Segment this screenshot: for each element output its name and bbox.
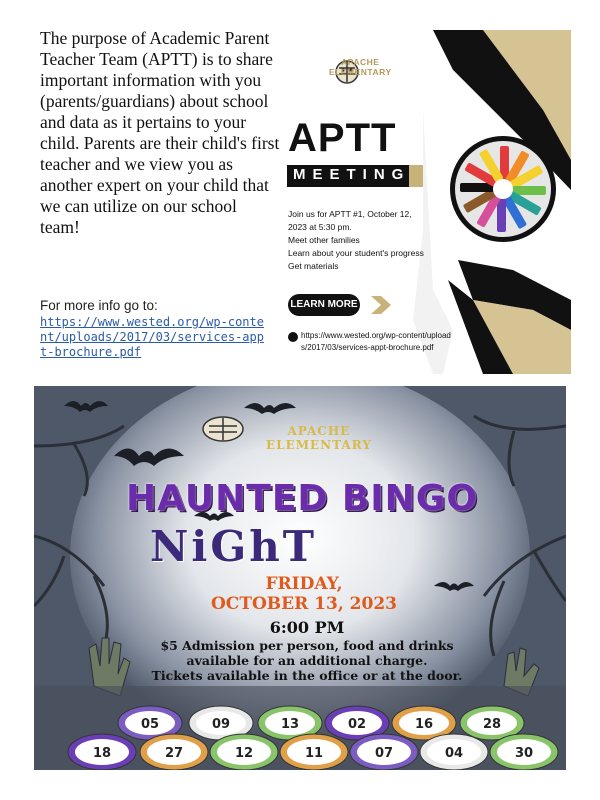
globe-icon	[288, 332, 298, 342]
aptt-school-name	[329, 57, 392, 77]
event-day: FRIDAY,	[265, 574, 343, 594]
bingo-ball	[140, 734, 208, 770]
meeting-detail-materials: Get materials	[288, 261, 339, 271]
more-info-section	[40, 298, 270, 360]
bingo-ball-number: 28	[482, 717, 502, 732]
bingo-ball-number: 27	[164, 746, 184, 761]
brochure-link[interactable]: https://www.wested.org/wp-content/uploads/2017/03/services-appt-brochure.pdf	[40, 315, 264, 359]
bingo-ball-number: 18	[92, 746, 112, 761]
bingo-ball-number: 11	[304, 746, 324, 761]
bingo-ball-number: 07	[374, 746, 394, 761]
meeting-subtitle: MEETING	[293, 166, 411, 183]
bingo-ball-number: 30	[514, 746, 534, 761]
bingo-ball-number: 13	[280, 717, 300, 732]
flyer-website-link[interactable]: https://www.wested.org/wp-content/uploads/2017/03/services-appt-brochure.pdf	[301, 331, 451, 352]
bingo-ball	[490, 734, 558, 770]
haunted-bingo-title: HAUNTED BINGO	[126, 478, 478, 519]
crayon-circle-image	[448, 134, 558, 244]
school-name-line1: APACHE	[341, 57, 380, 67]
bingo-ball-number: 02	[347, 717, 367, 732]
meeting-details	[288, 208, 428, 273]
learn-more-button[interactable]: LEARN MORE	[288, 294, 360, 316]
meeting-detail-families: Meet other families	[288, 235, 360, 245]
bingo-ball	[420, 734, 488, 770]
tickets-text: Tickets available in the office or at the door.	[151, 668, 463, 683]
haunted-bingo-flyer	[34, 386, 566, 770]
more-info-label: For more info go to:	[40, 298, 158, 313]
school-name-line2: ELEMENTARY	[266, 438, 372, 452]
bingo-ball-number: 09	[211, 717, 231, 732]
meeting-detail-date: Join us for APTT #1, October 12, 2023 at 5:30 pm.	[288, 209, 412, 232]
bingo-ball	[350, 734, 418, 770]
school-name-line2: ELEMENTARY	[329, 67, 392, 77]
meeting-detail-progress: Learn about your student's progress	[288, 248, 424, 258]
bingo-ball	[210, 734, 278, 770]
bingo-ball-number: 05	[140, 717, 160, 732]
aptt-meeting-flyer	[283, 30, 571, 374]
aptt-title: APTT	[288, 116, 397, 160]
aptt-description: The purpose of Academic Parent Teacher Team (APTT) is to share important information with you (parents/guardians) about school and data as it pertains to your child. Parents are their child's first teacher and we view you as another expert on your child that we can utilize on our school team!	[40, 28, 280, 237]
admission-text: $5 Admission per person, food and drinks available for an additional charge.	[160, 638, 454, 668]
bingo-balls	[34, 386, 566, 770]
bingo-ball	[68, 734, 136, 770]
chevron-right-icon	[369, 294, 397, 316]
school-name-line1: APACHE	[287, 424, 351, 438]
event-time: 6:00 PM	[269, 618, 345, 637]
bingo-ball-number: 12	[234, 746, 254, 761]
bingo-ball-number: 04	[444, 746, 464, 761]
bingo-ball-number: 16	[414, 717, 434, 732]
bingo-ball	[280, 734, 348, 770]
night-title: NiGhT	[150, 522, 318, 571]
event-full-date: OCTOBER 13, 2023	[211, 594, 397, 614]
